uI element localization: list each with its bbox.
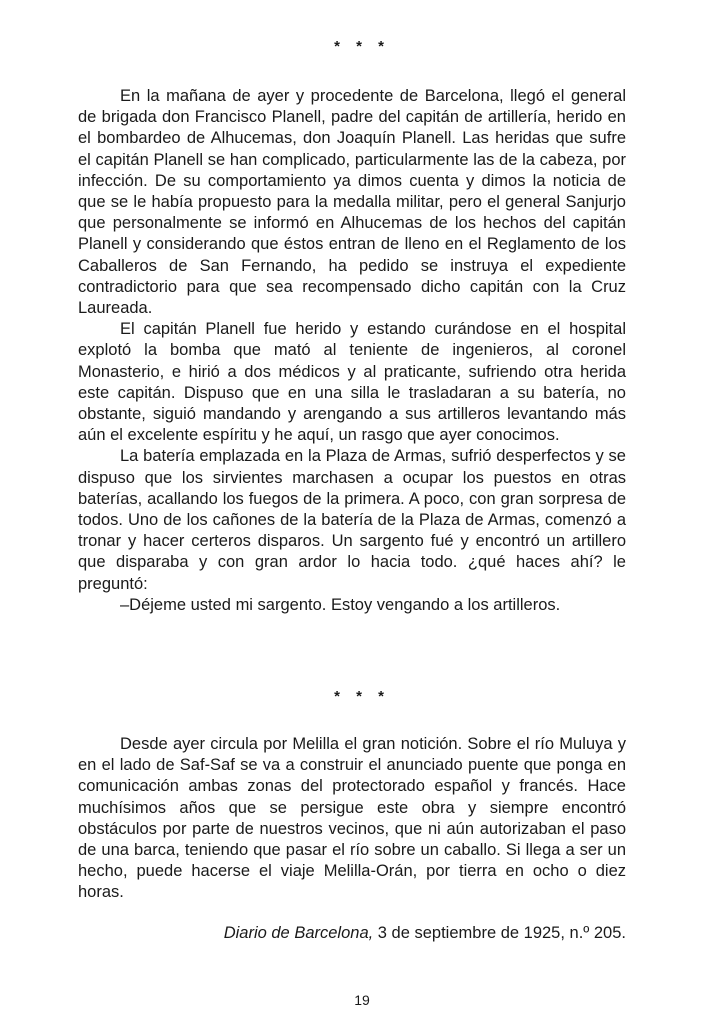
article-2-paragraph-1: Desde ayer circula por Melilla el gran notición. Sobre el río Muluya y en el lado de Saf-Saf se va a construir el anunciado puente que ponga en comunicación ambas zonas del protectorado español y francés. Hace muchísimos años que se persigue este obra y siempre encontró obstáculos por parte de nuestros vecinos, que ni aún autorizaban el paso de una barca, teniendo que pasar el río sobre un caballo. Si llega a ser un hecho, puede hacerse el viaje Melilla-Orán, por tierra en ocho o diez horas. [78,735,626,902]
article-1-paragraph-3: La batería emplazada en la Plaza de Armas, sufrió desperfectos y se dispuso que los sirvientes marchasen a ocupar los puestos en otras baterías, acallando los fuegos de la primera. A poco, con gran sorpresa de todos. Uno de los cañones de la batería de la Plaza de Armas, comenzó a tronar y hacer certeros disparos. Un sargento fué y encontró un artillero que disparaba y con gran ardor lo hacia todo. ¿qué haces ahí? le preguntó: [78,447,626,593]
article-1-paragraph-2: El capitán Planell fue herido y estando curándose en el hospital explotó la bomba que mató al teniente de ingenieros, al coronel Monasterio, e hirió a dos médicos y al praticante, sufriendo otra herida este capitán. Dispuso que en una silla le trasladaran a su batería, no obstante, siguió mandando y arengando a sus artilleros levantando más aún el excelente espíritu y he aquí, un rasgo que ayer conocimos. [78,320,626,445]
citation-source: Diario de Barcelona, [223,924,374,942]
section-separator-top: * * * [334,38,390,55]
citation-details: 3 de septiembre de 1925, n.º 205. [377,924,626,942]
article-1 [78,86,626,616]
article-2 [78,734,626,904]
citation [78,924,626,943]
article-1-dialogue: –Déjeme usted mi sargento. Estoy vengando a los artilleros. [120,595,561,614]
section-separator-middle: * * * [334,688,390,705]
page-number: 19 [354,992,370,1008]
article-1-paragraph-1: En la mañana de ayer y procedente de Barcelona, llegó el general de brigada don Francisco Planell, padre del capitán de artillería, herido en el bombardeo de Alhucemas, don Joaquín Planell. Las heridas que sufre el capitán Planell se han complicado, particularmente las de la cabeza, por infección. De su comportamiento ya dimos cuenta y dimos la noticia de que se le había propuesto para la medalla militar, pero el general Sanjurjo que personalmente se informó en Alhucemas de los hechos del capitán Planell y considerando que éstos entran de lleno en el Reglamento de los Caballeros de San Fernando, ha pedido se instruya el expediente contradictorio para que sea recompensado dicho capitán con la Cruz Laureada. [78,87,626,318]
